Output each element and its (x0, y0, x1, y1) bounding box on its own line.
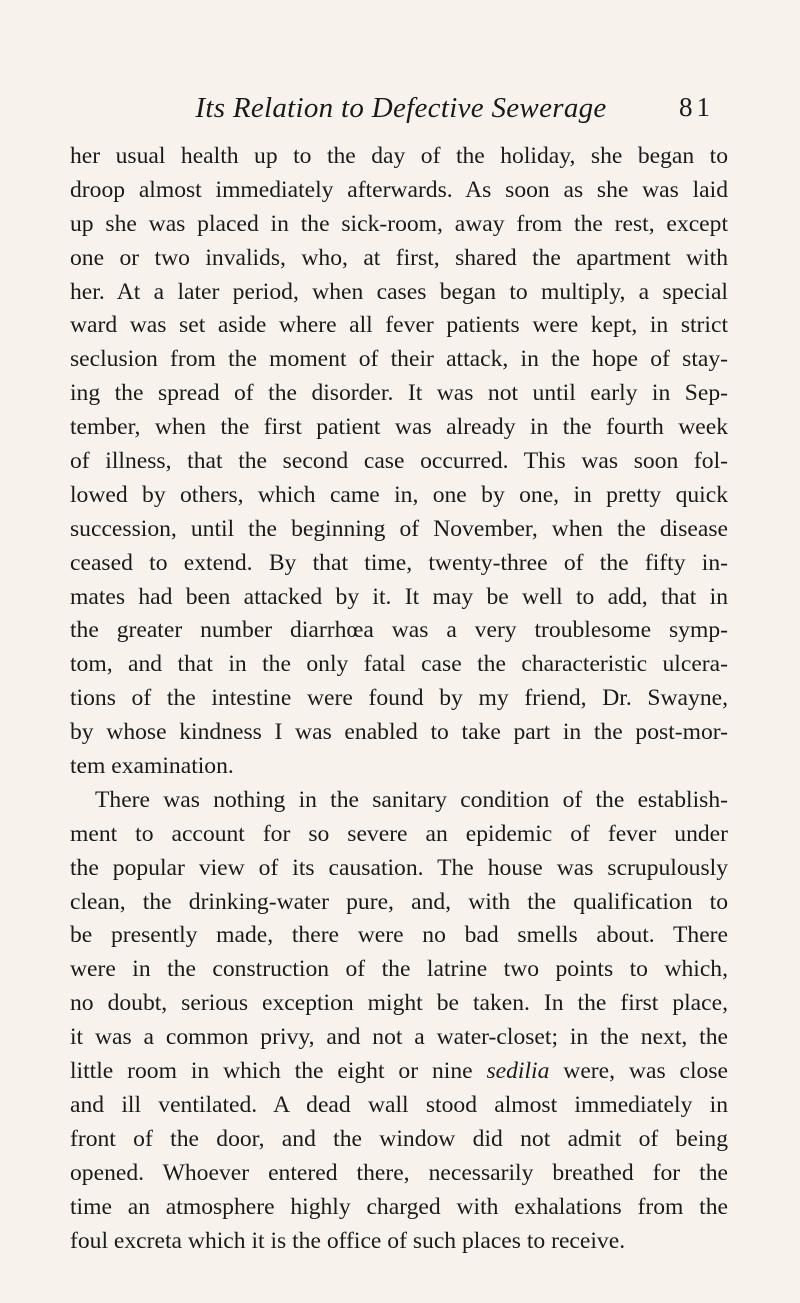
text-line: ment to account for so severe an epidemic of fever under (70, 820, 728, 847)
text-line: There was nothing in the sanitary condition of the establish- (95, 786, 728, 813)
text-line: one or two invalids, who, at first, shared the apartment with (70, 244, 728, 271)
text-line: it was a common privy, and not a water-closet; in the next, the (70, 1024, 728, 1051)
text-line: were in the construction of the latrine two points to which, (70, 956, 728, 983)
text-line: no doubt, serious exception might be taken. In the first place, (70, 990, 728, 1017)
text-line: the greater number diarrhœa was a very troublesome symp- (70, 617, 728, 644)
text-line: opened. Whoever entered there, necessarily breathed for the (70, 1159, 728, 1186)
text-line: the popular view of its causation. The house was scrupulously (70, 854, 728, 881)
running-title: Its Relation to Defective Sewerage (195, 92, 607, 124)
text-line: ceased to extend. By that time, twenty-three of the fifty in- (70, 549, 728, 576)
text-line: be presently made, there were no bad smells about. There (70, 922, 728, 949)
text-line: clean, the drinking-water pure, and, with the qualification to (70, 888, 728, 915)
text-line: time an atmosphere highly charged with exhalations from the (70, 1193, 728, 1220)
paragraph-2 (70, 784, 728, 1258)
text-line: foul excreta which it is the office of such places to receive. (70, 1227, 626, 1254)
text-line: succession, until the beginning of November, when the disease (70, 515, 728, 542)
text-line-with-italic (70, 1055, 728, 1089)
text-run: little room in which the eight or nine (70, 1058, 487, 1085)
page-number: 81 (679, 92, 714, 122)
text-line: her. At a later period, when cases began to multiply, a special (70, 278, 728, 305)
text-line: mates had been attacked by it. It may be well to add, that in (70, 583, 728, 610)
body-text (70, 140, 728, 1258)
text-line: by whose kindness I was enabled to take part in the post-mor- (70, 719, 728, 746)
text-line: ing the spread of the disorder. It was not until early in Sep- (70, 380, 728, 407)
running-head (148, 92, 714, 132)
text-line: seclusion from the moment of their attack, in the hope of stay- (70, 346, 728, 373)
text-line: tom, and that in the only fatal case the characteristic ulcera- (70, 651, 728, 678)
text-line: ward was set aside where all fever patients were kept, in strict (70, 312, 728, 339)
text-run: were, was close (549, 1058, 728, 1085)
text-line: up she was placed in the sick-room, away from the rest, except (70, 210, 728, 237)
text-line: droop almost immediately afterwards. As soon as she was laid (70, 176, 728, 203)
text-line: tember, when the first patient was already in the fourth week (70, 414, 728, 441)
text-line: and ill ventilated. A dead wall stood almost immediately in (70, 1091, 728, 1118)
italic-term: sedilia (486, 1058, 550, 1085)
text-line: tions of the intestine were found by my friend, Dr. Swayne, (70, 685, 728, 712)
text-line: of illness, that the second case occurred. This was soon fol- (70, 448, 728, 475)
text-line: tem examination. (70, 753, 234, 780)
paragraph-1 (70, 140, 728, 784)
text-line: front of the door, and the window did not admit of being (70, 1125, 728, 1152)
text-line: her usual health up to the day of the holiday, she began to (70, 143, 728, 169)
text-line: lowed by others, which came in, one by one, in pretty quick (70, 481, 728, 508)
